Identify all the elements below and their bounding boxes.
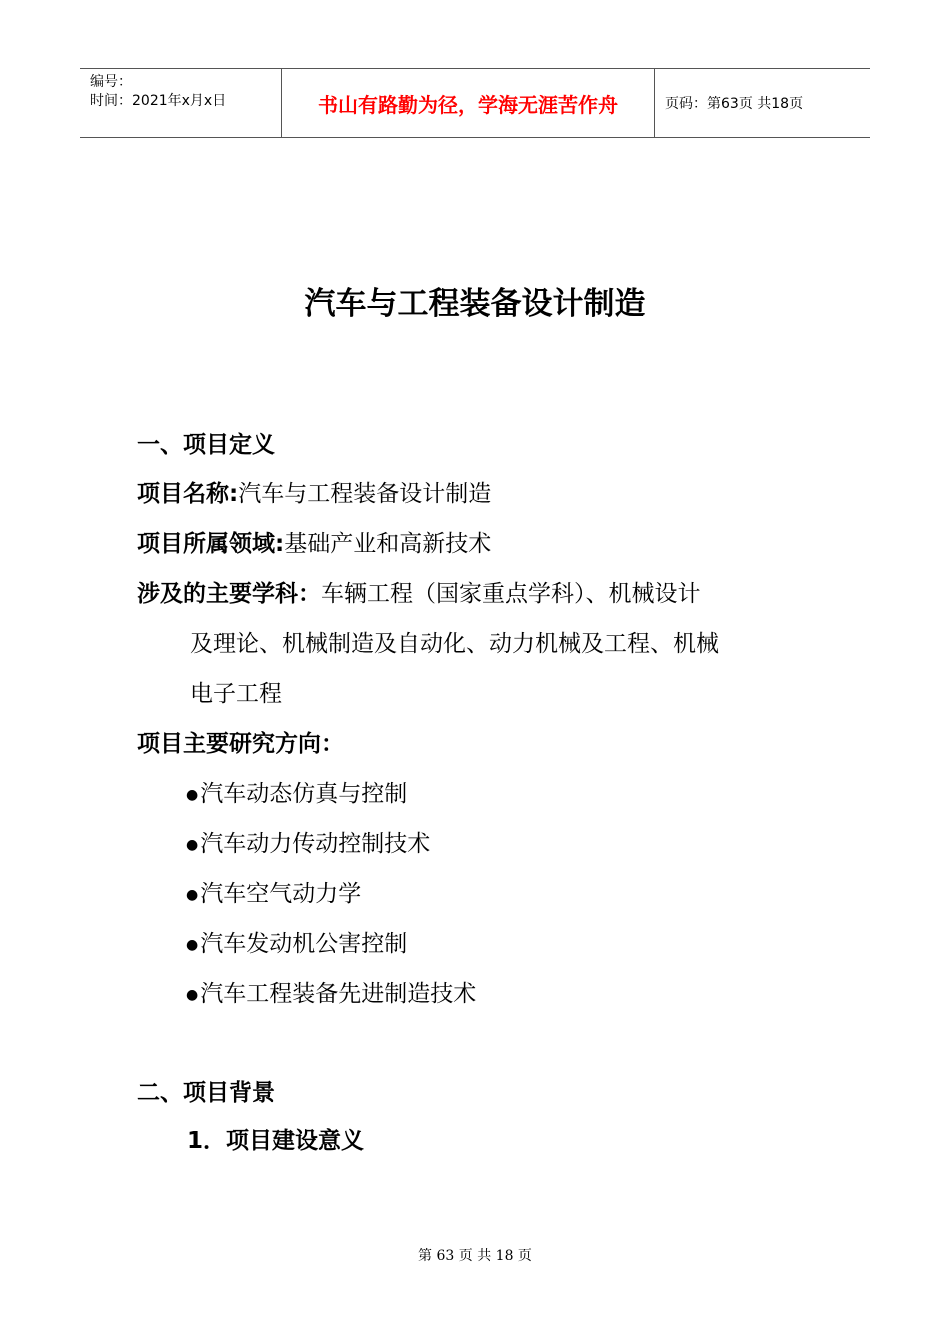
direction-item: ●汽车工程装备先进制造技术	[186, 981, 477, 1007]
project-domain-label: 项目所属领域:	[137, 531, 285, 557]
number-label: 编号：	[90, 74, 132, 90]
header-motto: 书山有路勤为径，学海无涯苦作舟	[281, 69, 655, 137]
direction-item: ●汽车空气动力学	[186, 881, 362, 907]
disciplines-line-2: 及理论、机械制造及自动化、动力机械及工程、机械	[190, 631, 719, 657]
page-footer: 第 63 页 共 18 页	[418, 1248, 532, 1264]
page-header	[80, 68, 870, 138]
document-title: 汽车与工程装备设计制造	[304, 286, 646, 322]
disciplines-line-1: 车辆工程（国家重点学科）、机械设计	[321, 581, 701, 607]
disciplines-row	[137, 579, 701, 609]
header-meta	[80, 69, 281, 137]
project-name-label: 项目名称:	[137, 481, 239, 507]
project-domain-row	[137, 529, 491, 559]
direction-item: ●汽车发动机公害控制	[186, 931, 408, 957]
disciplines-line-3: 电子工程	[190, 681, 282, 707]
section-heading-2: 二、项目背景	[137, 1080, 275, 1106]
subsection-heading-1: 1．项目建设意义	[187, 1128, 365, 1154]
disciplines-label: 涉及的主要学科：	[137, 581, 321, 607]
bullet-icon: ●	[186, 787, 199, 803]
project-domain-value: 基础产业和高新技术	[284, 531, 492, 557]
bullet-icon: ●	[186, 937, 199, 953]
time-label: 时间：2021年x月x日	[90, 93, 227, 109]
project-name-value: 汽车与工程装备设计制造	[238, 481, 492, 507]
direction-item: ●汽车动态仿真与控制	[186, 781, 408, 807]
bullet-icon: ●	[186, 887, 199, 903]
direction-item: ●汽车动力传动控制技术	[186, 831, 431, 857]
directions-label: 项目主要研究方向：	[137, 731, 344, 757]
bullet-icon: ●	[186, 837, 199, 853]
bullet-icon: ●	[186, 987, 199, 1003]
section-heading-1: 一、项目定义	[137, 432, 275, 458]
project-name-row	[137, 479, 491, 509]
header-page-info: 页码：第63页 共18页	[665, 96, 804, 112]
